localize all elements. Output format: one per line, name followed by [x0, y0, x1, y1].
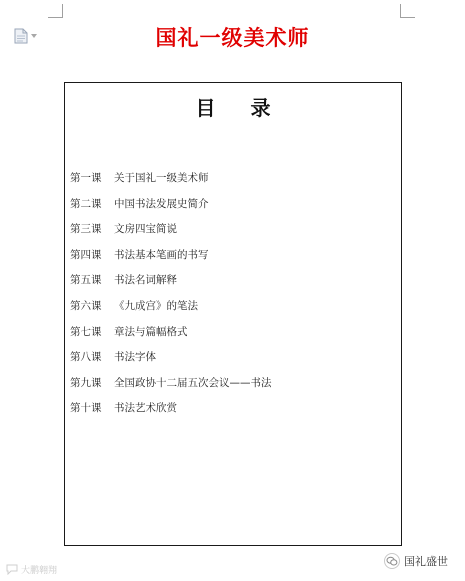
toc-item	[70, 371, 272, 397]
crop-mark-top-right-horizontal	[400, 17, 415, 18]
toc-item	[70, 268, 272, 294]
toc-heading: 目 录	[195, 96, 285, 120]
toc-lesson-number: 第八课	[70, 351, 102, 364]
toc-lesson-number: 第四课	[70, 248, 102, 261]
toc-item	[70, 217, 272, 243]
watermark-icon	[6, 564, 18, 575]
crop-mark-top-left-horizontal	[48, 17, 63, 18]
wechat-icon	[384, 553, 400, 569]
watermark	[6, 563, 57, 576]
toc-list	[70, 166, 272, 422]
toc-lesson-title: 书法名词解释	[114, 274, 177, 287]
toc-item	[70, 320, 272, 346]
toc-lesson-title: 章法与篇幅格式	[114, 325, 188, 338]
table-of-contents-box	[64, 82, 402, 546]
toc-lesson-number: 第七课	[70, 325, 102, 338]
toc-item	[70, 345, 272, 371]
toc-lesson-title: 《九成宫》的笔法	[114, 299, 198, 312]
toc-lesson-number: 第十课	[70, 402, 102, 415]
toc-lesson-title: 书法字体	[114, 351, 156, 364]
toc-lesson-number: 第二课	[70, 197, 102, 210]
crop-mark-top-right-vertical	[400, 4, 401, 18]
toc-item	[70, 166, 272, 192]
toc-item	[70, 192, 272, 218]
toc-lesson-title: 文房四宝简说	[114, 223, 177, 236]
toc-lesson-number: 第五课	[70, 274, 102, 287]
wechat-brand	[384, 553, 448, 569]
toc-lesson-number: 第三课	[70, 223, 102, 236]
toc-lesson-number: 第六课	[70, 299, 102, 312]
toc-lesson-number: 第一课	[70, 172, 102, 184]
toc-lesson-title: 关于国礼一级美术师	[114, 172, 209, 184]
toc-item	[70, 243, 272, 269]
toc-lesson-title: 中国书法发展史简介	[114, 197, 209, 210]
toc-lesson-title: 书法基本笔画的书写	[114, 248, 209, 261]
brand-name: 国礼盛世	[404, 555, 448, 568]
watermark-text: 大鹏翱翔	[21, 566, 58, 576]
crop-mark-top-left-vertical	[62, 4, 63, 18]
toc-lesson-number: 第九课	[70, 376, 102, 389]
page-title: 国礼一级美术师	[155, 25, 310, 50]
toc-item	[70, 396, 272, 422]
toc-lesson-title: 书法艺术欣赏	[114, 402, 177, 415]
toc-item	[70, 294, 272, 320]
toc-lesson-title: 全国政协十二届五次会议——书法	[114, 376, 272, 389]
